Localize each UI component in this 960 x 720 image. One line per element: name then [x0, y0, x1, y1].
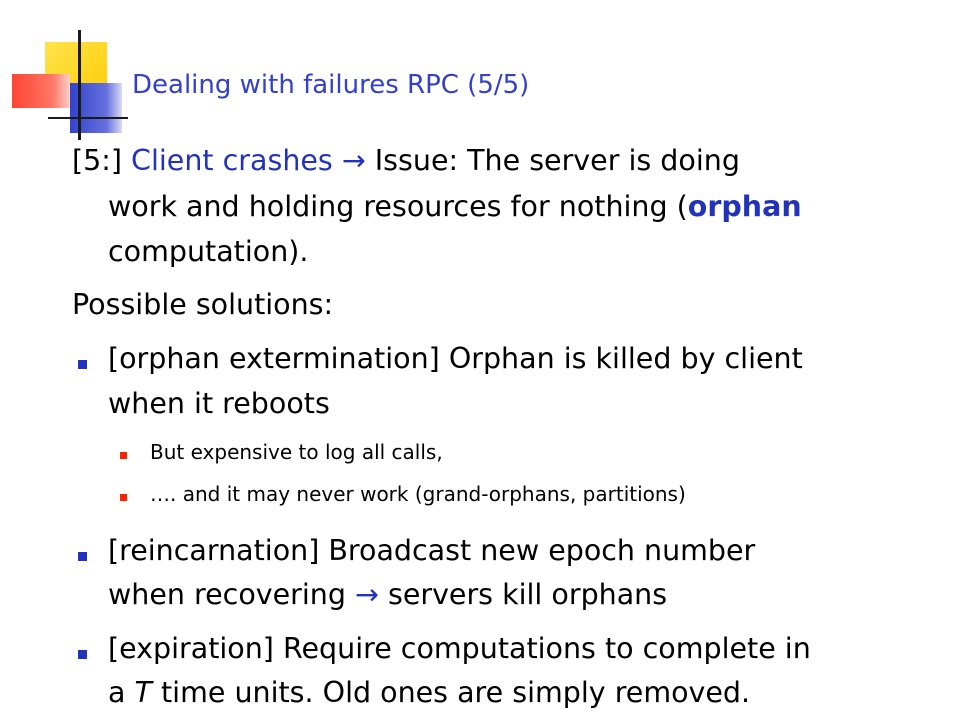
possible-solutions: Possible solutions: [72, 288, 334, 321]
intro-prefix: [5:] [72, 144, 132, 177]
intro-orphan: orphan [687, 190, 802, 223]
bullet-marker [78, 650, 87, 659]
sub-bullet-marker [120, 452, 127, 459]
bullet-1-line-2: when it reboots [108, 387, 330, 420]
bullet-1-sub-2: …. and it may never work (grand-orphans, partitions) [150, 482, 686, 506]
bullet-1-line-1: [orphan extermination] Orphan is killed by client [108, 342, 803, 375]
bullet-2-line-1: [reincarnation] Broadcast new epoch number [108, 534, 756, 567]
bullet-3-text-post: time units. Old ones are simply removed. [151, 676, 751, 709]
logo-vertical-line [78, 30, 81, 140]
bullet-marker [78, 552, 87, 561]
intro-highlight: Client crashes [131, 144, 333, 177]
arrow-icon: → [341, 144, 366, 177]
intro-line-1 [72, 144, 740, 177]
bullet-3-italic-t: T [134, 676, 152, 709]
bullet-2-text-pre: when recovering [108, 578, 356, 611]
arrow-icon: → [355, 578, 379, 611]
intro-line2-text: work and holding resources for nothing ( [108, 190, 688, 223]
sub-bullet-marker [120, 494, 127, 501]
slide-title: Dealing with failures RPC (5/5) [132, 70, 530, 100]
bullet-3-line-2 [108, 676, 750, 709]
bullet-2-line-2 [108, 578, 667, 611]
logo-red-bar [12, 74, 70, 108]
intro-line-3: computation). [108, 235, 309, 268]
bullet-2-text-post: servers kill orphans [378, 578, 668, 611]
bullet-1-sub-1: But expensive to log all calls, [150, 440, 443, 464]
bullet-3-text-pre: a [108, 676, 135, 709]
bullet-marker [78, 360, 87, 369]
intro-rest: Issue: The server is doing [365, 144, 740, 177]
bullet-3-line-1: [expiration] Require computations to complete in [108, 632, 811, 665]
intro-line-2 [108, 190, 802, 223]
logo-horizontal-line [48, 117, 128, 119]
